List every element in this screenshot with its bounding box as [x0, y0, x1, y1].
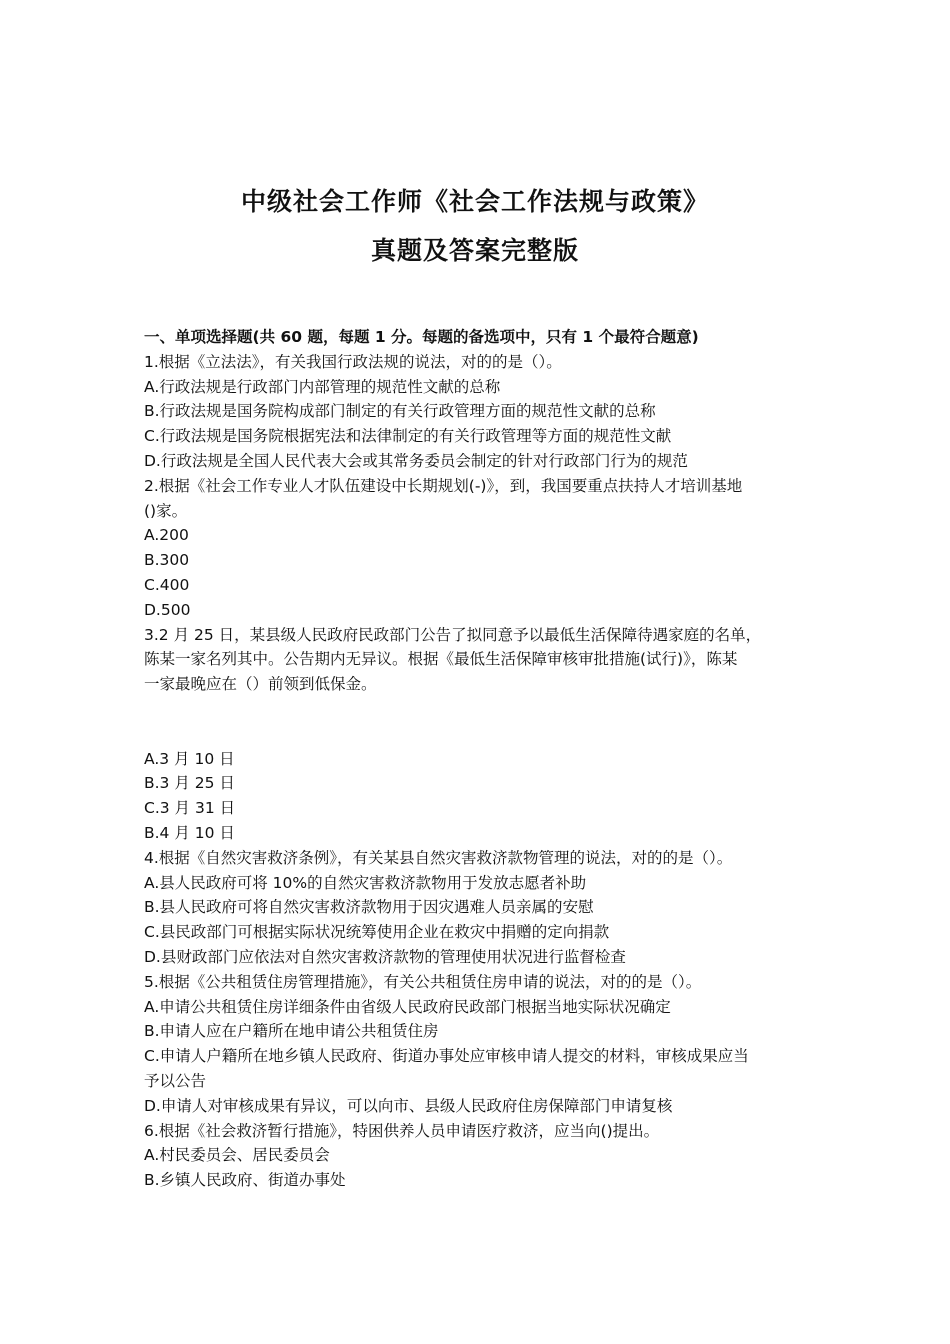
question-stem: 4.根据《自然灾害救济条例》，有关某县自然灾害救济款物管理的说法，对的的是（）。	[144, 848, 733, 867]
question-3	[144, 623, 804, 846]
option-a: A.200	[144, 526, 189, 545]
question-stem-continued: 陈某一家名列其中。公告期内无异议。根据《最低生活保障审核审批措施(试行)》，陈某	[144, 650, 738, 669]
option-c: C.3 月 31 日	[144, 799, 236, 818]
document-subtitle: 真题及答案完整版	[370, 236, 579, 265]
question-stem: 6.根据《社会救济暂行措施》，特困供养人员申请医疗救济，应当向()提出。	[144, 1121, 660, 1140]
question-stem: 5.根据《公共租赁住房管理措施》，有关公共租赁住房申请的说法，对的的是（）。	[144, 972, 702, 991]
option-a: A.3 月 10 日	[144, 749, 235, 768]
option-b: B.3 月 25 日	[144, 774, 235, 793]
option-a: A.行政法规是行政部门内部管理的规范性文献的总称	[144, 377, 501, 396]
section-heading: 一、单项选择题(共 60 题，每题 1 分。每题的备选项中，只有 1 个最符合题意)	[144, 328, 699, 346]
option-c-continued: 予以公告	[144, 1071, 207, 1090]
option-c: C.县民政部门可根据实际状况统筹使用企业在救灾中捐赠的定向捐款	[144, 923, 610, 942]
option-a: A.申请公共租赁住房详细条件由省级人民政府民政部门根据当地实际状况确定	[144, 997, 671, 1016]
option-b: B.县人民政府可将自然灾害救济款物用于因灾遇难人员亲属的安慰	[144, 898, 594, 917]
option-b: B.300	[144, 551, 190, 570]
document-body	[144, 325, 804, 1193]
option-c: C.申请人户籍所在地乡镇人民政府、街道办事处应审核申请人提交的材料，审核成果应当	[144, 1047, 749, 1066]
question-stem: 2.根据《社会工作专业人才队伍建设中长期规划(-)》，到，我国要重点扶持人才培训基地	[144, 476, 743, 495]
question-4	[144, 846, 804, 970]
question-stem: 3.2 月 25 日，某县级人民政府民政部门公告了拟同意予以最低生活保障待遇家庭的名单，	[144, 625, 762, 644]
option-d: D.行政法规是全国人民代表大会或其常务委员会制定的针对行政部门行为的规范	[144, 451, 688, 470]
option-c: C.400	[144, 575, 190, 594]
option-b: B.申请人应在户籍所在地申请公共租赁住房	[144, 1022, 439, 1041]
option-b: B.行政法规是国务院构成部门制定的有关行政管理方面的规范性文献的总称	[144, 402, 656, 421]
option-b: B.乡镇人民政府、街道办事处	[144, 1171, 346, 1190]
question-2	[144, 474, 804, 623]
option-c: C.行政法规是国务院根据宪法和法律制定的有关行政管理等方面的规范性文献	[144, 427, 672, 446]
question-stem-continued: 一家最晚应在（）前领到低保金。	[144, 675, 377, 694]
option-d: D.500	[144, 600, 191, 619]
question-6	[144, 1119, 804, 1193]
question-5	[144, 970, 804, 1119]
question-stem: 1.根据《立法法》，有关我国行政法规的说法，对的的是（）。	[144, 352, 562, 371]
option-a: A.村民委员会、居民委员会	[144, 1146, 330, 1165]
question-stem-continued: ()家。	[144, 501, 188, 520]
option-d: B.4 月 10 日	[144, 823, 235, 842]
blank-space	[144, 697, 804, 747]
document-title: 中级社会工作师《社会工作法规与政策》	[240, 187, 709, 216]
option-a: A.县人民政府可将 10%的自然灾害救济款物用于发放志愿者补助	[144, 873, 587, 892]
option-d: D.申请人对审核成果有异议，可以向市、县级人民政府住房保障部门申请复核	[144, 1096, 673, 1115]
question-1	[144, 350, 804, 474]
option-d: D.县财政部门应依法对自然灾害救济款物的管理使用状况进行监督检查	[144, 947, 626, 966]
